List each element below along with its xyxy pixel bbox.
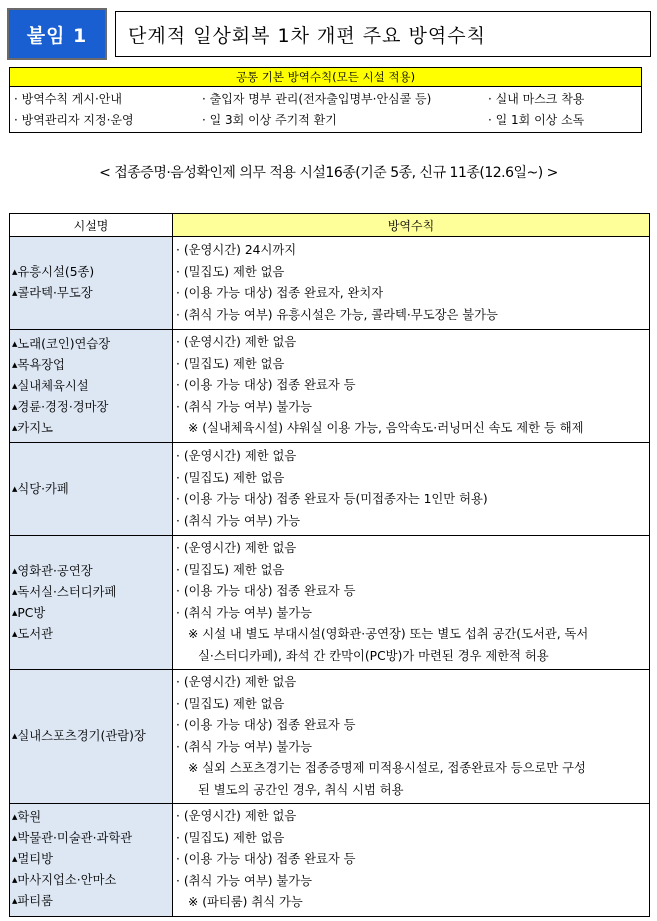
common-rule-item: · 출입자 명부 관리(전자출입명부·안심콜 등) bbox=[202, 92, 432, 106]
facility-name: 파티룸 bbox=[17, 894, 54, 909]
triangle-bullet-icon: ▲ bbox=[12, 289, 18, 297]
facility-cell bbox=[10, 330, 173, 443]
triangle-bullet-icon: ▲ bbox=[12, 360, 18, 369]
triangle-bullet-icon: ▲ bbox=[12, 876, 18, 885]
rule-line: · (취식 가능 여부) 유흥시설은 가능, 콜라텍·무도장은 불가능 bbox=[176, 307, 498, 322]
rule-line: · (밀집도) 제한 없음 bbox=[176, 264, 285, 279]
triangle-bullet-icon: ▲ bbox=[12, 855, 18, 864]
common-rule-item: · 실내 마스크 착용 bbox=[488, 92, 585, 106]
facility-cell bbox=[10, 804, 173, 917]
rule-line: · (운영시간) 제한 없음 bbox=[176, 809, 297, 823]
facility-name: 마사지업소·안마소 bbox=[17, 873, 117, 888]
rules-cell bbox=[173, 443, 650, 536]
rule-line: · (밀집도) 제한 없음 bbox=[176, 830, 285, 845]
triangle-bullet-icon: ▲ bbox=[12, 629, 18, 638]
facility-name: 실내체육시설 bbox=[17, 378, 89, 393]
rule-line: · (취식 가능 여부) 불가능 bbox=[176, 605, 313, 620]
facility-cell bbox=[10, 237, 173, 330]
facility-item bbox=[12, 397, 172, 418]
common-rule-item: · 일 3회 이상 주기적 환기 bbox=[202, 113, 337, 127]
facility-item bbox=[12, 334, 172, 355]
rule-line: · (취식 가능 여부) 불가능 bbox=[176, 399, 313, 414]
triangle-bullet-icon: ▲ bbox=[12, 566, 18, 575]
rule-note: ※ (파티룸) 취식 가능 bbox=[188, 895, 303, 909]
facility-name: 독서실·스터디카페 bbox=[17, 584, 117, 599]
triangle-bullet-icon: ▲ bbox=[12, 813, 18, 822]
facility-name: 학원 bbox=[17, 810, 42, 825]
table-row bbox=[10, 330, 650, 443]
table-row bbox=[10, 670, 650, 804]
triangle-bullet-icon: ▲ bbox=[12, 402, 18, 411]
rule-line: · (밀집도) 제한 없음 bbox=[176, 562, 285, 577]
rule-line: · (이용 가능 대상) 접종 완료자 등 bbox=[176, 378, 356, 393]
document-title: 단계적 일상회복 1차 개편 주요 방역수칙 bbox=[115, 11, 651, 57]
facility-item bbox=[12, 479, 172, 500]
rule-note: ※ (실내체육시설) 샤워실 이용 가능, 음악속도·러닝머신 속도 제한 등 해제 bbox=[188, 421, 584, 436]
facility-name: 목욕장업 bbox=[17, 357, 65, 372]
facility-item bbox=[12, 262, 172, 283]
rule-line: · (운영시간) 제한 없음 bbox=[176, 675, 297, 689]
facility-item bbox=[12, 849, 172, 870]
table-row bbox=[10, 804, 650, 917]
rule-line: · (밀집도) 제한 없음 bbox=[176, 696, 285, 711]
triangle-bullet-icon: ▲ bbox=[12, 732, 18, 740]
triangle-bullet-icon: ▲ bbox=[12, 608, 18, 617]
rule-line: · (이용 가능 대상) 접종 완료자 등 bbox=[176, 584, 356, 598]
table-row bbox=[10, 536, 650, 670]
rule-note: 실·스터디카페), 좌석 간 칸막이(PC방)가 마련된 경우 제한적 허용 bbox=[198, 648, 549, 663]
facility-item bbox=[12, 726, 172, 747]
facility-item bbox=[12, 870, 172, 891]
rule-line: · (운영시간) 제한 없음 bbox=[176, 335, 297, 350]
table-row bbox=[10, 443, 650, 536]
rule-line: · (밀집도) 제한 없음 bbox=[176, 470, 285, 485]
common-rule-item: · 일 1회 이상 소독 bbox=[488, 113, 585, 127]
triangle-bullet-icon: ▲ bbox=[12, 897, 18, 906]
facility-item bbox=[12, 283, 172, 304]
rule-line: · (취식 가능 여부) 불가능 bbox=[176, 873, 313, 888]
facility-rules-table bbox=[9, 213, 650, 917]
facility-item bbox=[12, 582, 172, 603]
rule-line: · (운영시간) 24시까지 bbox=[176, 243, 297, 257]
facility-item bbox=[12, 807, 172, 828]
facility-name: 영화관·공연장 bbox=[17, 563, 93, 578]
facility-name: 노래(코인)연습장 bbox=[17, 336, 111, 351]
triangle-bullet-icon: ▲ bbox=[12, 381, 18, 390]
facility-name: 식당·카페 bbox=[17, 481, 69, 496]
facility-item bbox=[12, 624, 172, 645]
attachment-badge: 붙임 1 bbox=[7, 8, 107, 60]
rule-line: · (이용 가능 대상) 접종 완료자, 완치자 bbox=[176, 286, 384, 300]
triangle-bullet-icon: ▲ bbox=[12, 587, 18, 596]
rules-cell bbox=[173, 536, 650, 670]
common-rules-title: 공통 기본 방역수칙(모든 시설 적용) bbox=[9, 67, 642, 87]
facility-cell bbox=[10, 670, 173, 804]
rule-line: · (이용 가능 대상) 접종 완료자 등 bbox=[176, 718, 356, 732]
facility-cell bbox=[10, 536, 173, 670]
facility-name: 유흥시설(5종) bbox=[17, 265, 95, 279]
facility-name: 경륜·경정·경마장 bbox=[17, 399, 109, 414]
rule-note: ※ 실외 스포츠경기는 접종증명제 미적용시설로, 접종완료자 등으로만 구성 bbox=[188, 761, 586, 775]
common-rule-item: · 방역수칙 게시·안내 bbox=[14, 92, 122, 106]
section-subheading: < 접종증명·음성확인제 의무 적용 시설16종(기준 5종, 신규 11종(12.6일~) > bbox=[99, 165, 558, 181]
rule-line: · (운영시간) 제한 없음 bbox=[176, 449, 297, 463]
triangle-bullet-icon: ▲ bbox=[12, 834, 18, 843]
facility-item bbox=[12, 418, 172, 439]
facility-name: 콜라텍·무도장 bbox=[17, 286, 93, 300]
rules-cell bbox=[173, 237, 650, 330]
facility-item bbox=[12, 891, 172, 912]
document-header bbox=[7, 8, 651, 60]
rules-cell bbox=[173, 330, 650, 443]
facility-name: 멀티방 bbox=[17, 852, 54, 867]
facility-item bbox=[12, 376, 172, 397]
facility-name: PC방 bbox=[17, 605, 46, 620]
column-header-rules: 방역수칙 bbox=[173, 214, 650, 237]
triangle-bullet-icon: ▲ bbox=[12, 423, 18, 432]
common-rule-item: · 방역관리자 지정·운영 bbox=[14, 113, 134, 127]
rule-line: · (이용 가능 대상) 접종 완료자 등 bbox=[176, 852, 356, 866]
facility-item bbox=[12, 355, 172, 376]
facility-item bbox=[12, 828, 172, 849]
common-rules-list bbox=[9, 87, 642, 133]
rule-line: · (이용 가능 대상) 접종 완료자 등(미접종자는 1인만 허용) bbox=[176, 492, 488, 506]
facility-name: 실내스포츠경기(관람)장 bbox=[17, 729, 146, 743]
table-header-row bbox=[10, 214, 650, 237]
rule-line: · (취식 가능 여부) 불가능 bbox=[176, 739, 313, 754]
rule-note: 된 별도의 공간인 경우, 취식 시범 허용 bbox=[198, 782, 404, 797]
facility-name: 카지노 bbox=[17, 420, 54, 435]
rule-line: · (취식 가능 여부) 가능 bbox=[176, 513, 301, 528]
facility-item bbox=[12, 561, 172, 582]
triangle-bullet-icon: ▲ bbox=[12, 339, 18, 348]
rules-cell bbox=[173, 804, 650, 917]
facility-name: 박물관·미술관·과학관 bbox=[17, 831, 133, 846]
rule-note: ※ 시설 내 별도 부대시설(영화관·공연장) 또는 별도 섭취 공간(도서관, 독서 bbox=[188, 627, 589, 641]
rules-cell bbox=[173, 670, 650, 804]
facility-name: 도서관 bbox=[17, 626, 54, 641]
facility-cell bbox=[10, 443, 173, 536]
rule-line: · (밀집도) 제한 없음 bbox=[176, 356, 285, 371]
facility-item bbox=[12, 603, 172, 624]
triangle-bullet-icon: ▲ bbox=[12, 268, 18, 276]
common-rules-box bbox=[9, 67, 642, 133]
table-row bbox=[10, 237, 650, 330]
rule-line: · (운영시간) 제한 없음 bbox=[176, 541, 297, 555]
triangle-bullet-icon: ▲ bbox=[12, 484, 18, 493]
column-header-facility: 시설명 bbox=[10, 214, 173, 237]
